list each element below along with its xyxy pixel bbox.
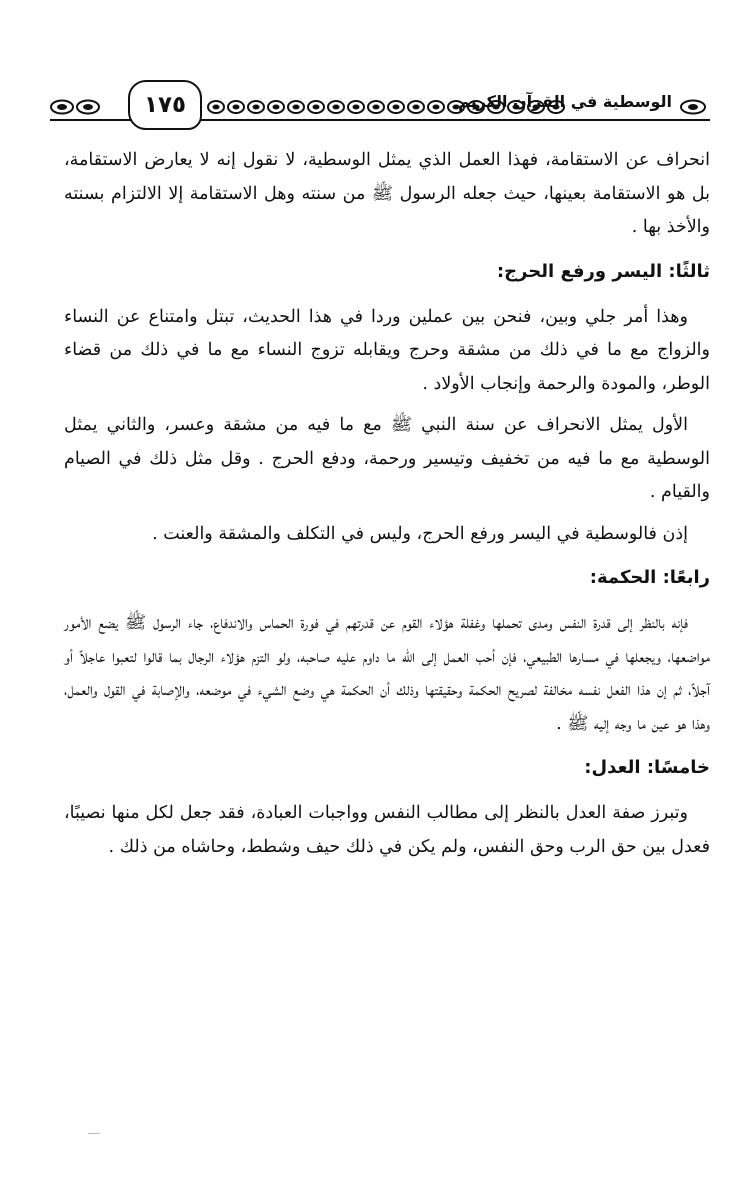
page-number-badge — [128, 80, 202, 130]
paragraph: وهذا أمر جلي وبين، فنحن بين عملين وردا في هذا الحديث، تبتل وامتناع عن النساء والزواج مع ما في ذلك من مشقة وحرج ويقابله تزوج النساء مع ما في ذلك من قضاء الوطر، والمودة والرحمة وإنجاب الأولاد . — [64, 306, 710, 394]
paragraph: وتبرز صفة العدل بالنظر إلى مطالب النفس وواجبات العبادة، فقد جعل لكل منها نصيبًا، فعدل بين حق الرب وحق النفس، ولم يكن في ذلك حيف وشطط، وحاشاه من ذلك . — [64, 803, 710, 857]
page-number: ١٧٥ — [143, 92, 187, 118]
section-heading-justice: خامسًا: العدل: — [584, 757, 710, 778]
running-head-title: الوسطية في القرآن الكريم — [458, 92, 672, 111]
paragraph: إذن فالوسطية في اليسر ورفع الحرج، وليس في التكلف والمشقة والعنت . — [152, 523, 688, 544]
intro-paragraph: انحراف عن الاستقامة، فهذا العمل الذي يمثل الوسطية، لا نقول إنه لا يعارض الاستقامة، بل هو الاستقامة بعينها، حيث جعله الرسول ﷺ من سنته وهل الاستقامة إلا الالتزام بسنته والأخذ بها . — [64, 150, 710, 237]
page-body — [64, 144, 710, 872]
section-heading-wisdom: رابعًا: الحكمة: — [589, 567, 710, 588]
paragraph: فإنه بالنظر إلى قدرة النفس ومدى تحملها وغفلة هؤلاء القوم عن قدرتهم في فورة الحماس والاندفاع، جاء الرسول ﷺ يضع الأمور مواضعها، ويجعلها في مسارها الطبيعي، فإن أحب العمل إلى الله ما داوم عليه صاحبه، ولو التزم هؤلاء الرجال بما قالوا لتعبوا عاجلاً أو آجلاً، ثم إن هذا الفعل نفسه مخالفة لصريح الحكمة وحقيقتها وذلك أن الحكمة هي وضع الشيء في موضعه، والإصابة في القول والعمل، وهذا هو عين ما وجه إليه ﷺ . — [64, 613, 710, 734]
page-header — [50, 80, 710, 132]
header-ornament-left — [50, 99, 108, 115]
section-heading-ease: ثالثًا: اليسر ورفع الحرج: — [496, 260, 710, 282]
paragraph: الأول يمثل الانحراف عن سنة النبي ﷺ مع ما فيه من مشقة وعسر، والثاني يمثل الوسطية مع ما فيه من تخفيف وتيسير ورحمة، ودفع الحرج . وقل مثل ذلك في الصيام والقيام . — [64, 415, 710, 502]
page-mark — [88, 1133, 100, 1134]
header-ornament-right — [678, 99, 710, 115]
